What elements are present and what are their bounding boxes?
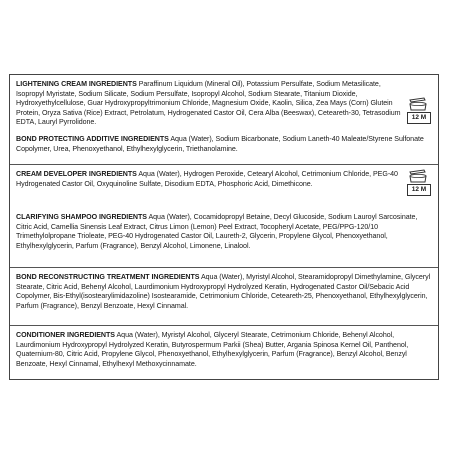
open-jar-icon xyxy=(407,169,429,183)
pao-badge: 12 M xyxy=(407,112,431,124)
section-body: Aqua (Water), Myristyl Alcohol, Stearamidopropyl Dimethylamine, Glyceryl Stearate, Citric Acid, Behenyl Alcohol, Laurdimonium Hydroxypropyl Hydrolyzed Keratin, Hydrogenated Castor Oil/Sebacic Acid Copolymer, Bis-Ethyl(isostearylimidazoline) Isostearamide, Cetrimonium Chloride, Ceteareth-25, Phenoxyethanol, Ethylhexylglycerin, Parfum (Fragrance), Benzyl Benzoate, Hexyl Cinnamal. xyxy=(16,273,431,310)
section-heading: LIGHTENING CREAM INGREDIENTS xyxy=(16,80,137,88)
section-bond-reconstructing-treatment xyxy=(10,267,438,325)
section-body: Aqua (Water), Hydrogen Peroxide, Cetearyl Alcohol, Cetrimonium Chloride, PEG-40 Hydrogenated Castor Oil, Oxyquinoline Sulfate, Disodium EDTA, Phosphoric Acid, Dimethicone. xyxy=(16,170,398,188)
period-after-opening-jar-icon xyxy=(407,169,433,196)
section-heading: CLARIFYING SHAMPOO INGREDIENTS xyxy=(16,213,147,221)
section-lightening-cream xyxy=(10,75,438,130)
section-heading: CREAM DEVELOPER INGREDIENTS xyxy=(16,170,137,178)
section-clarifying-shampoo xyxy=(10,208,438,267)
section-body: Aqua (Water), Cocamidopropyl Betaine, Decyl Glucoside, Sodium Lauroyl Sarcosinate, Citric Acid, Camellia Sinensis Leaf Extract, Citrus Limon (Lemon) Peel Extract, Tocopheryl Acetate, PEG/PPG-120/10 Trimethylolpropane Trioleate, PEG-40 Hydrogenated Castor Oil, Laureth-2, Glycerin, Propylene Glycol, Phenoxyethanol, Ethylhexylglycerin, Parfum (Fragrance), Benzyl Alcohol, Limonene, Linalool. xyxy=(16,213,418,250)
section-heading: CONDITIONER INGREDIENTS xyxy=(16,331,115,339)
pao-badge: 12 M xyxy=(407,184,431,196)
section-cream-developer xyxy=(10,164,438,208)
section-conditioner xyxy=(10,325,438,380)
section-body: Aqua (Water), Myristyl Alcohol, Glyceryl Stearate, Cetrimonium Chloride, Behenyl Alcohol, Laurdimonium Hydroxypropyl Hydrolyzed Keratin, Butyrospermum Parkii (Shea) Butter, Argania Spinosa Kernel Oil, Panthenol, Quaternium-80, Citric Acid, Propylene Glycol, Phenoxyethanol, Ethylhexylglycerin, Parfum (Fragrance), Benzyl Alcohol, Benzyl Benzoate, Hexyl Cinnamal, Ethylhexyl Methoxycinnamate. xyxy=(16,331,409,368)
open-jar-icon xyxy=(407,97,429,111)
period-after-opening-jar-icon xyxy=(407,97,433,124)
section-heading: BOND RECONSTRUCTING TREATMENT INGREDIENTS xyxy=(16,273,200,281)
section-body: Paraffinum Liquidum (Mineral Oil), Potassium Persulfate, Sodium Metasilicate, Isopropyl Myristate, Sodium Silicate, Sodium Persulfate, Isopropyl Alcohol, Sodium Stearate, Titanium Dioxide, Hydroxyethylcellulose, Guar Hydroxypropyltrimonium Chloride, Magnesium Oxide, Kaolin, Silica, Zea Mays (Corn) Glutein Protein, Oryza Sativa (Rice) Extract, Petrolatum, Hydrogenated Castor Oil, Cera Alba (Beeswax), Ceteareth-30, Tetrasodium EDTA, Lauryl Pyrrolidone. xyxy=(16,80,401,127)
section-heading: BOND PROTECTING ADDITIVE INGREDIENTS xyxy=(16,135,169,143)
section-bond-protecting-additive xyxy=(10,130,438,164)
ingredients-panel xyxy=(9,74,439,380)
section-body: Aqua (Water), Sodium Bicarbonate, Sodium Laneth-40 Maleate/Styrene Sulfonate Copolymer, Urea, Phenoxyethanol, Ethylhexylglycerin, Triethanolamine. xyxy=(16,135,424,153)
